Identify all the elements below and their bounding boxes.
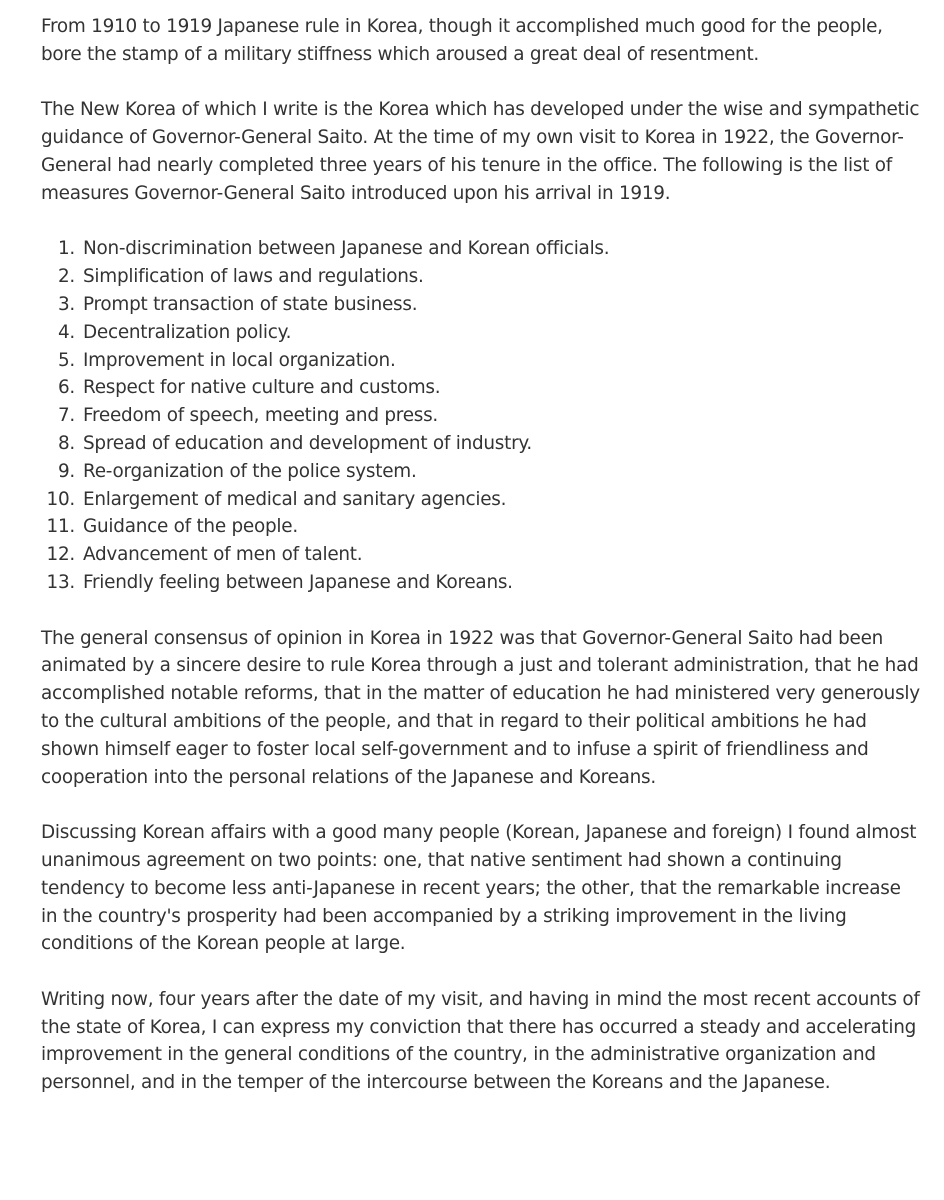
list-item — [41, 347, 921, 375]
list-item — [41, 513, 921, 541]
list-item-number: 8. — [57, 432, 75, 454]
list-item-text: Friendly feeling between Japanese and Koreans. — [83, 571, 513, 593]
list-item-text: Decentralization policy. — [83, 321, 292, 343]
paragraph-military-rule: From 1910 to 1919 Japanese rule in Korea, though it accomplished much good for the people, bore the stamp of a military stiffness which aroused a great deal of resentment. — [41, 16, 883, 65]
list-item-text: Spread of education and development of industry. — [83, 432, 533, 454]
list-item-text: Respect for native culture and customs. — [83, 377, 441, 399]
paragraph-consensus: The general consensus of opinion in Korea in 1922 was that Governor-General Saito had been animated by a sincere desire to rule Korea through a just and tolerant administration, that he had accomplished notable reforms, that in the matter of education he had ministered very generously to the cultural ambitions of the people, and that in regard to their political ambitions he had shown himself eager to foster local self-government and to infuse a spirit of friendliness and cooperation into the personal relations of the Japanese and Koreans. — [41, 627, 920, 788]
list-item — [41, 263, 921, 291]
list-item-number: 10. — [46, 488, 75, 510]
paragraph-writing-now: Writing now, four years after the date of my visit, and having in mind the most recent accounts of the state of Korea, I can express my conviction that there has occurred a steady and accelerating improvement in the general conditions of the country, in the administrative organization and personnel, and in the temper of the intercourse between the Koreans and the Japanese. — [41, 988, 920, 1094]
list-item — [41, 458, 921, 486]
document-body — [41, 13, 921, 1125]
list-item-text: Re-organization of the police system. — [83, 460, 417, 482]
list-item-text: Freedom of speech, meeting and press. — [83, 405, 439, 427]
list-item-text: Advancement of men of talent. — [83, 544, 363, 566]
list-item — [41, 569, 921, 597]
list-item-text: Prompt transaction of state business. — [83, 293, 418, 315]
list-item-text: Improvement in local organization. — [83, 349, 396, 371]
list-item-number: 1. — [57, 238, 75, 260]
list-item-number: 13. — [46, 571, 75, 593]
list-item-number: 9. — [57, 460, 75, 482]
list-item-number: 4. — [57, 321, 75, 343]
list-item-number: 7. — [57, 405, 75, 427]
list-item — [41, 374, 921, 402]
list-item-text: Enlargement of medical and sanitary agencies. — [83, 488, 507, 510]
list-item-text: Guidance of the people. — [83, 516, 298, 538]
list-item-number: 6. — [57, 377, 75, 399]
list-item — [41, 319, 921, 347]
list-item-number: 5. — [57, 349, 75, 371]
list-item-number: 2. — [57, 266, 75, 288]
paragraph-new-korea: The New Korea of which I write is the Korea which has developed under the wise and sympathetic guidance of Governor-General Saito. At the time of my own visit to Korea in 1922, the Governor-General had nearly completed three years of his tenure in the office. The following is the list of measures Governor-General Saito introduced upon his arrival in 1919. — [41, 99, 920, 204]
list-item-text: Non-discrimination between Japanese and Korean officials. — [83, 238, 610, 260]
list-item-text: Simplification of laws and regulations. — [83, 266, 424, 288]
list-item — [41, 541, 921, 569]
paragraph-discussing: Discussing Korean affairs with a good many people (Korean, Japanese and foreign) I found almost unanimous agreement on two points: one, that native sentiment had shown a continuing tendency to become less anti-Japanese in recent years; the other, that the remarkable increase in the country's prosperity had been accompanied by a striking improvement in the living conditions of the Korean people at large. — [41, 822, 917, 955]
list-item — [41, 430, 921, 458]
list-item-number: 11. — [46, 516, 75, 538]
list-item-number: 12. — [46, 544, 75, 566]
measures-list — [41, 235, 921, 596]
list-item — [41, 235, 921, 263]
list-item-number: 3. — [57, 293, 75, 315]
list-item — [41, 486, 921, 514]
list-item — [41, 402, 921, 430]
list-item — [41, 291, 921, 319]
